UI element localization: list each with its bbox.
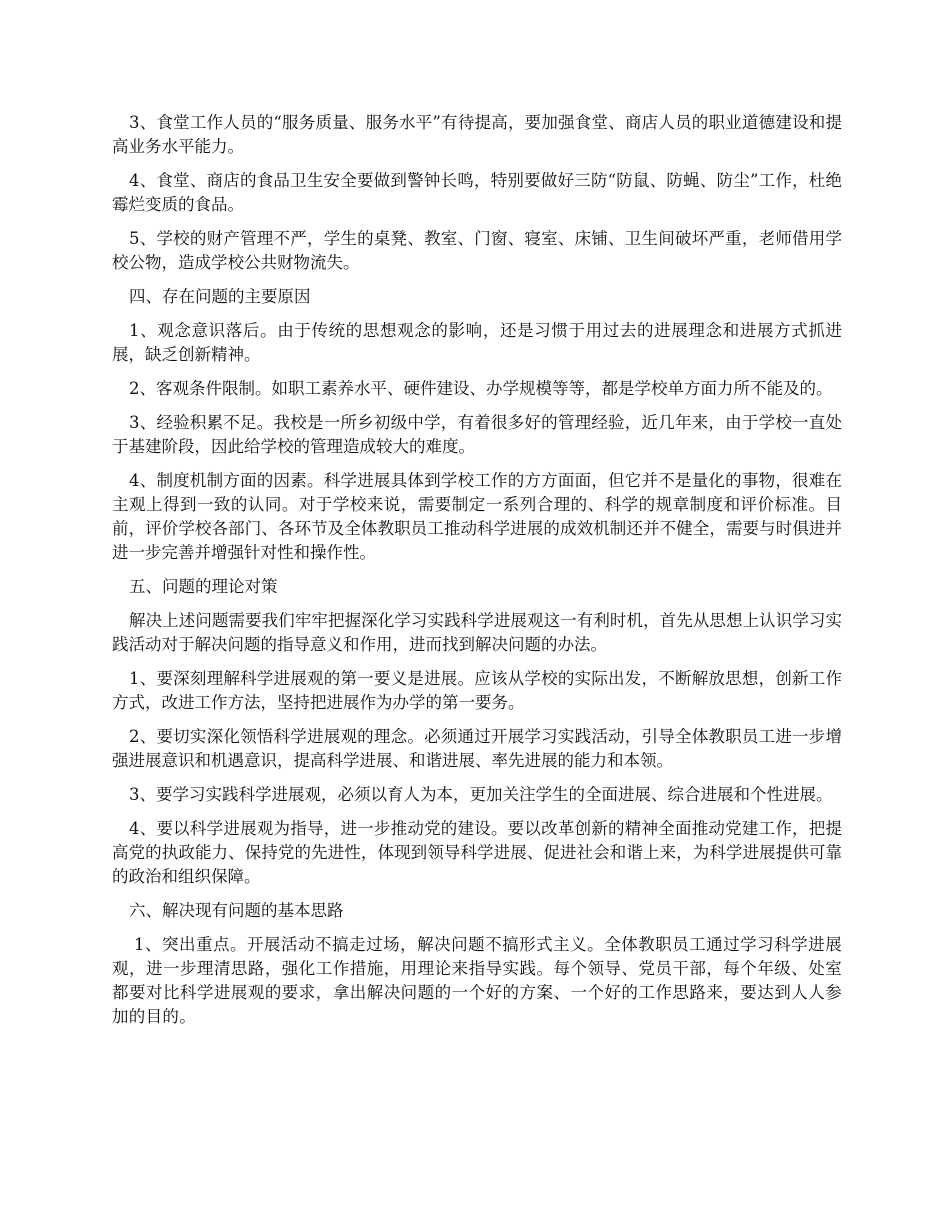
section-heading-4: 四、存在问题的主要原因 — [129, 287, 311, 306]
paragraph-approach-1: 1、突出重点。开展活动不搞走过场，解决问题不搞形式主义。全体教职员工通过学习科学进展观，进一步理清思路，强化工作措施，用理论来指导实践。每个领导、党员干部，每个年级、处室都要对比科学进展观的要求，拿出解决问题的一个好的方案、一个好的工作思路来，要达到人人参加的目的。 — [112, 935, 842, 1026]
paragraph-item-4-food-safety: 4、食堂、商店的食品卫生安全要做到警钟长鸣，特别要做好三防“防鼠、防蝇、防尘”工作，杜绝霉烂变质的食品。 — [112, 171, 842, 214]
paragraph-countermeasure-3: 3、要学习实践科学进展观，必须以育人为本，更加关注学生的全面进展、综合进展和个性进展。 — [129, 785, 833, 804]
paragraph-cause-4: 4、制度机制方面的因素。科学进展具体到学校工作的方方面面，但它并不是量化的事物，很难在主观上得到一致的认同。对于学校来说，需要制定一系列合理的、科学的规章制度和评价标准。目前，评价学校各部门、各环节及全体教职员工推动科学进展的成效机制还并不健全，需要与时俱进并进一步完善并增强针对性和操作性。 — [112, 471, 842, 562]
paragraph-countermeasure-2: 2、要切实深化领悟科学进展观的理念。必须通过开展学习实践活动，引导全体教职员工进一步增强进展意识和机遇意识，提高科学进展、和谐进展、率先进展的能力和本领。 — [112, 727, 842, 770]
paragraph-cause-1: 1、观念意识落后。由于传统的思想观念的影响，还是习惯于用过去的进展理念和进展方式抓进展，缺乏创新精神。 — [112, 321, 842, 364]
paragraph-cause-3: 3、经验积累不足。我校是一所乡初级中学，有着很多好的管理经验，近几年来，由于学校一直处于基建阶段，因此给学校的管理造成较大的难度。 — [112, 413, 842, 456]
section-heading-5: 五、问题的理论对策 — [129, 577, 278, 596]
paragraph-countermeasure-1: 1、要深刻理解科学进展观的第一要义是进展。应该从学校的实际出发，不断解放思想，创新工作方式，改进工作方法，坚持把进展作为办学的第一要务。 — [112, 669, 842, 712]
paragraph-item-5-property-management: 5、学校的财产管理不严，学生的桌凳、教室、门窗、寝室、床铺、卫生间破坏严重，老师借用学校公物，造成学校公共财物流失。 — [112, 229, 842, 272]
document-body — [112, 111, 842, 1039]
paragraph-countermeasure-intro: 解决上述问题需要我们牢牢把握深化学习实践科学进展观这一有利时机，首先从思想上认识学习实践活动对于解决问题的指导意义和作用，进而找到解决问题的办法。 — [112, 611, 842, 654]
paragraph-cause-2: 2、客观条件限制。如职工素养水平、硬件建设、办学规模等等，都是学校单方面力所不能及的。 — [129, 379, 833, 398]
paragraph-item-3-service-quality: 3、食堂工作人员的“服务质量、服务水平”有待提高，要加强食堂、商店人员的职业道德建设和提高业务水平能力。 — [112, 113, 842, 156]
paragraph-countermeasure-4: 4、要以科学进展观为指导，进一步推动党的建设。要以改革创新的精神全面推动党建工作，把提高党的执政能力、保持党的先进性，体现到领导科学进展、促进社会和谐上来，为科学进展提供可靠的政治和组织保障。 — [112, 819, 842, 886]
section-heading-6: 六、解决现有问题的基本思路 — [129, 901, 344, 920]
